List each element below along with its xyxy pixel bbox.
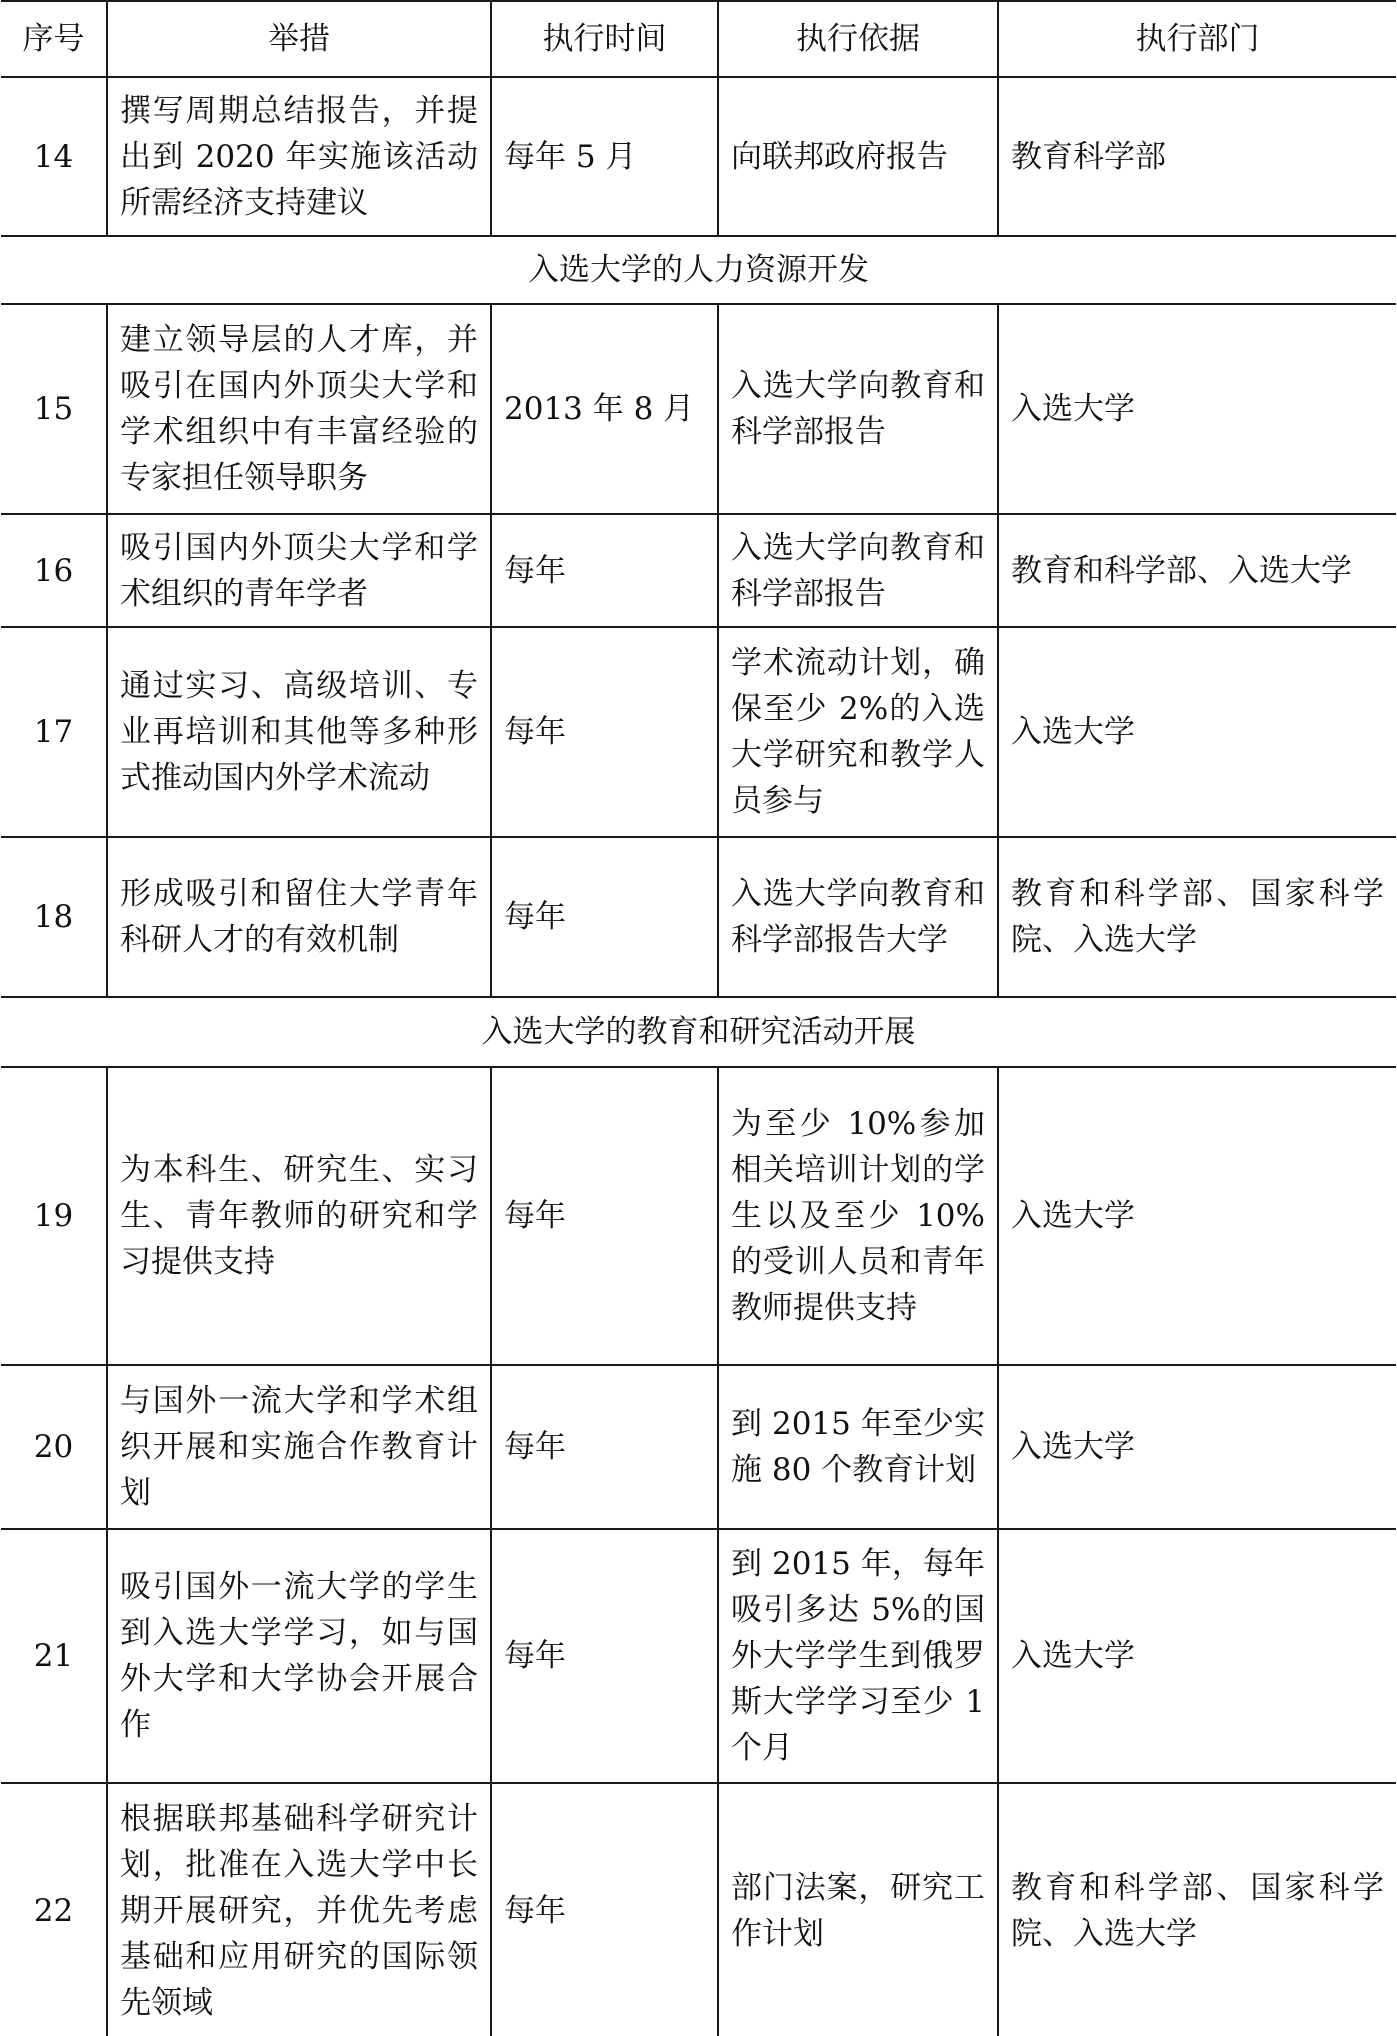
measure-cell: 根据联邦基础科学研究计划，批准在入选大学中长期开展研究，并优先考虑基础和应用研究的国际领先领域 (107, 1783, 491, 2036)
department-cell: 入选大学 (998, 1529, 1396, 1783)
department-cell: 教育和科学部、国家科学院、入选大学 (998, 837, 1396, 997)
table-row (1, 1067, 1396, 1365)
table-body (1, 77, 1396, 2036)
section-row (1, 236, 1396, 304)
header-department: 执行部门 (998, 1, 1396, 77)
time-cell: 每年 (491, 1783, 718, 2036)
header-basis: 执行依据 (718, 1, 998, 77)
measure-cell: 通过实习、高级培训、专业再培训和其他等多种形式推动国内外学术流动 (107, 627, 491, 837)
measures-table (1, 0, 1396, 2036)
time-cell: 每年 (491, 514, 718, 627)
measure-cell: 吸引国内外顶尖大学和学术组织的青年学者 (107, 514, 491, 627)
basis-cell: 到 2015 年至少实施 80 个教育计划 (718, 1365, 998, 1529)
department-cell: 教育科学部 (998, 77, 1396, 236)
department-cell: 入选大学 (998, 1365, 1396, 1529)
row-number-cell: 15 (1, 304, 107, 514)
measure-cell: 形成吸引和留住大学青年科研人才的有效机制 (107, 837, 491, 997)
basis-cell: 向联邦政府报告 (718, 77, 998, 236)
header-number: 序号 (1, 1, 107, 77)
row-number-cell: 22 (1, 1783, 107, 2036)
measure-cell: 为本科生、研究生、实习生、青年教师的研究和学习提供支持 (107, 1067, 491, 1365)
table-row (1, 1365, 1396, 1529)
basis-cell: 入选大学向教育和科学部报告 (718, 514, 998, 627)
basis-cell: 部门法案，研究工作计划 (718, 1783, 998, 2036)
department-cell: 教育和科学部、国家科学院、入选大学 (998, 1783, 1396, 2036)
measure-cell: 与国外一流大学和学术组织开展和实施合作教育计划 (107, 1365, 491, 1529)
row-number-cell: 20 (1, 1365, 107, 1529)
table-row (1, 514, 1396, 627)
table-row (1, 837, 1396, 997)
row-number-cell: 21 (1, 1529, 107, 1783)
department-cell: 入选大学 (998, 627, 1396, 837)
table-row (1, 1529, 1396, 1783)
department-cell: 教育和科学部、入选大学 (998, 514, 1396, 627)
basis-cell: 学术流动计划，确保至少 2%的入选大学研究和教学人员参与 (718, 627, 998, 837)
department-cell: 入选大学 (998, 304, 1396, 514)
header-time: 执行时间 (491, 1, 718, 77)
table-row (1, 304, 1396, 514)
measure-cell: 建立领导层的人才库，并吸引在国内外顶尖大学和学术组织中有丰富经验的专家担任领导职务 (107, 304, 491, 514)
basis-cell: 为至少 10%参加相关培训计划的学生以及至少 10%的受训人员和青年教师提供支持 (718, 1067, 998, 1365)
time-cell: 每年 5 月 (491, 77, 718, 236)
time-cell: 每年 (491, 837, 718, 997)
row-number-cell: 17 (1, 627, 107, 837)
basis-cell: 入选大学向教育和科学部报告 (718, 304, 998, 514)
table-row (1, 627, 1396, 837)
time-cell: 每年 (491, 1529, 718, 1783)
header-measure: 举措 (107, 1, 491, 77)
time-cell: 每年 (491, 1365, 718, 1529)
section-title: 入选大学的人力资源开发 (1, 236, 1396, 304)
time-cell: 每年 (491, 627, 718, 837)
section-title: 入选大学的教育和研究活动开展 (1, 997, 1396, 1067)
department-cell: 入选大学 (998, 1067, 1396, 1365)
row-number-cell: 14 (1, 77, 107, 236)
measure-cell: 撰写周期总结报告，并提出到 2020 年实施该活动所需经济支持建议 (107, 77, 491, 236)
basis-cell: 入选大学向教育和科学部报告大学 (718, 837, 998, 997)
row-number-cell: 19 (1, 1067, 107, 1365)
time-cell: 2013 年 8 月 (491, 304, 718, 514)
table-row (1, 77, 1396, 236)
basis-cell: 到 2015 年，每年吸引多达 5%的国外大学学生到俄罗斯大学学习至少 1 个月 (718, 1529, 998, 1783)
section-row (1, 997, 1396, 1067)
table-row (1, 1783, 1396, 2036)
row-number-cell: 18 (1, 837, 107, 997)
time-cell: 每年 (491, 1067, 718, 1365)
row-number-cell: 16 (1, 514, 107, 627)
measure-cell: 吸引国外一流大学的学生到入选大学学习，如与国外大学和大学协会开展合作 (107, 1529, 491, 1783)
table-header-row (1, 1, 1396, 77)
